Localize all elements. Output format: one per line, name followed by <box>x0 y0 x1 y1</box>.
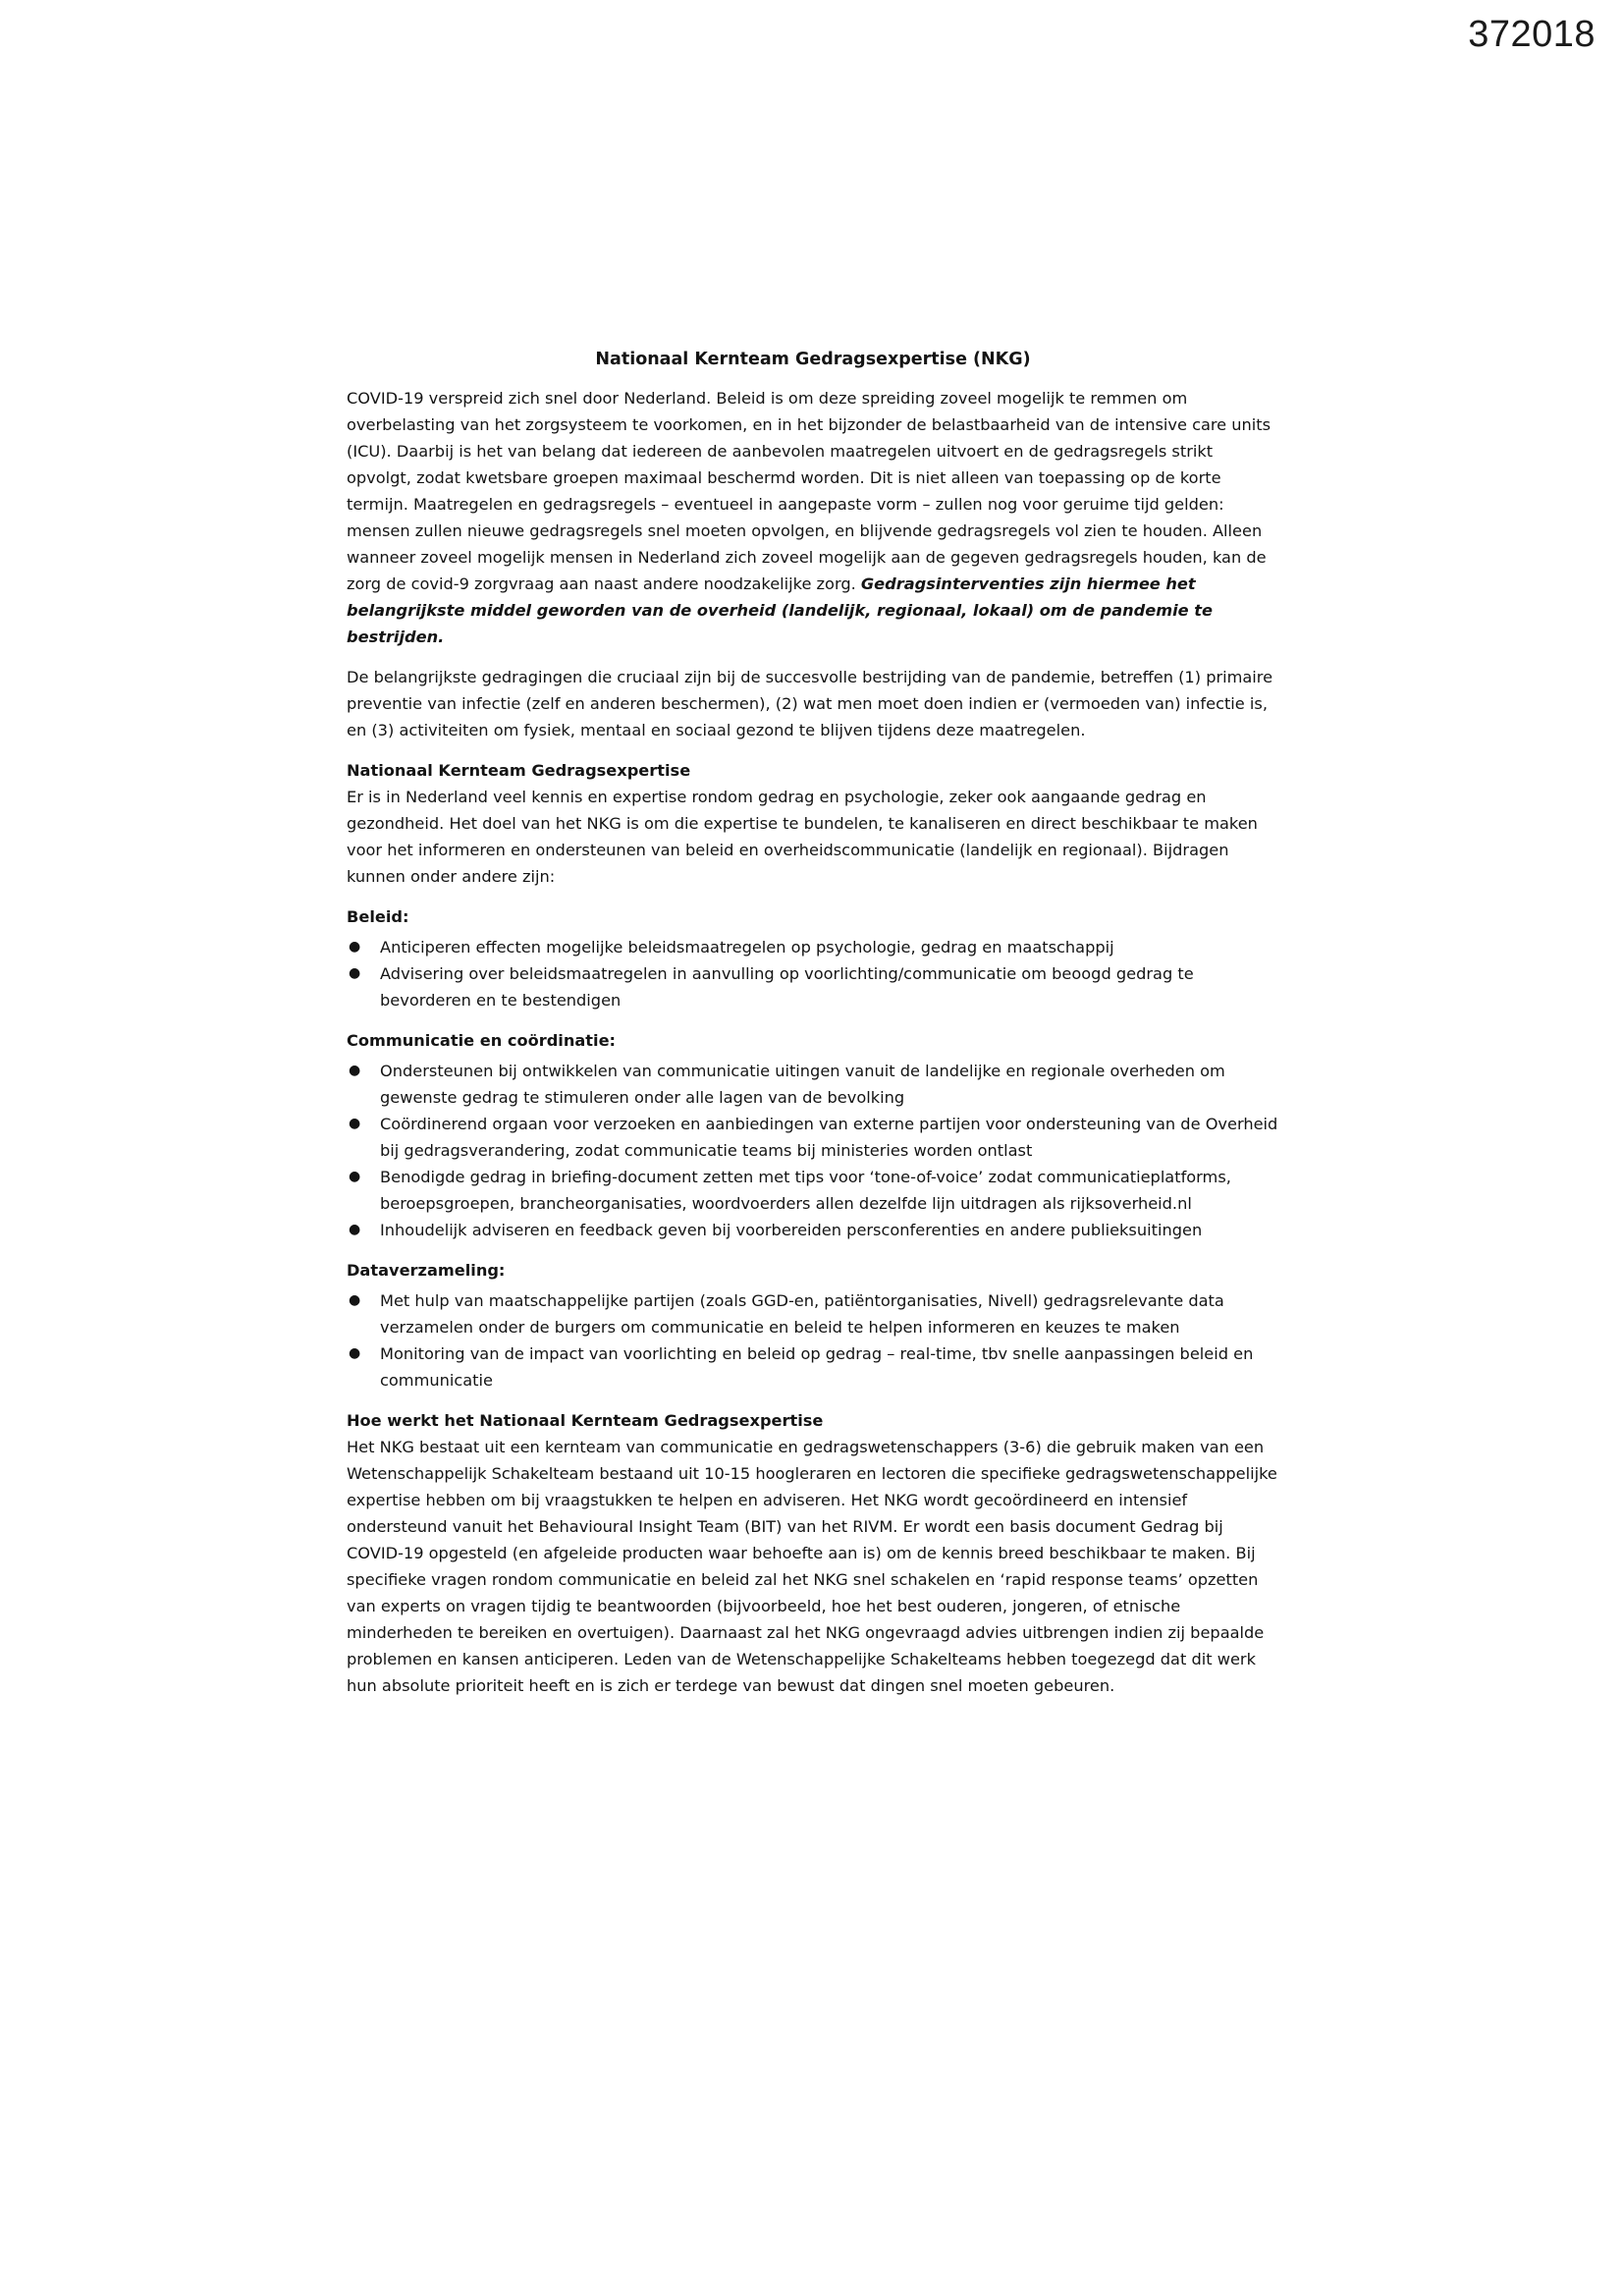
intro-emphasis: Gedragsinterventies zijn hiermee het belangrijkste middel geworden van de overheid (landelijk, regionaal, lokaal) om de pandemie te bestrijden. <box>347 574 1213 646</box>
behaviours-paragraph: De belangrijkste gedragingen die cruciaal zijn bij de succesvolle bestrijding van de pandemie, betreffen (1) primaire preventie van infectie (zelf en anderen beschermen), (2) wat men moet doen indien er (vermoeden van) infectie is, en (3) activiteiten om fysiek, mentaal en sociaal gezond te blijven tijdens deze maatregelen. <box>347 668 1273 739</box>
beleid-list <box>347 934 1279 1013</box>
page-number: 372018 <box>1468 14 1596 55</box>
beleid-heading: Beleid: <box>347 907 409 926</box>
document-body <box>347 346 1279 1713</box>
bullet-icon: ● <box>349 1292 361 1308</box>
list-item-text: Anticiperen effecten mogelijke beleidsmaatregelen op psychologie, gedrag en maatschappij <box>380 938 1114 957</box>
list-item-text: Monitoring van de impact van voorlichting en beleid op gedrag – real-time, tbv snelle aanpassingen beleid en communicatie <box>380 1344 1254 1390</box>
communicatie-list <box>347 1058 1279 1243</box>
list-item-text: Met hulp van maatschappelijke partijen (zoals GGD-en, patiëntorganisaties, Nivell) gedragsrelevante data verzamelen onder de burgers om communicatie en beleid te helpen informeren en keuzes te maken <box>380 1291 1224 1337</box>
nkg-section-paragraph: Er is in Nederland veel kennis en expertise rondom gedrag en psychologie, zeker ook aangaande gedrag en gezondheid. Het doel van het NKG is om die expertise te bundelen, te kanaliseren en direct beschikbaar te maken voor het informeren en ondersteunen van beleid en overheidscommunicatie (landelijk en regionaal). Bijdragen kunnen onder andere zijn: <box>347 788 1258 886</box>
dataverzameling-list <box>347 1287 1279 1394</box>
list-item-text: Coördinerend orgaan voor verzoeken en aanbiedingen van externe partijen voor ondersteuning van de Overheid bij gedragsverandering, zodat communicatie teams bij ministeries worden ontlast <box>380 1115 1278 1160</box>
list-item <box>347 1058 1279 1111</box>
dataverzameling-heading: Dataverzameling: <box>347 1261 506 1280</box>
list-item-text: Ondersteunen bij ontwikkelen van communicatie uitingen vanuit de landelijke en regionale overheden om gewenste gedrag te stimuleren onder alle lagen van de bevolking <box>380 1062 1225 1107</box>
bullet-icon: ● <box>349 1169 361 1184</box>
list-item <box>347 1164 1279 1217</box>
bullet-icon: ● <box>349 1116 361 1131</box>
werkwijze-heading: Hoe werkt het Nationaal Kernteam Gedragsexpertise <box>347 1411 824 1430</box>
list-item <box>347 960 1279 1013</box>
intro-paragraph <box>347 385 1279 650</box>
list-item-text: Advisering over beleidsmaatregelen in aanvulling op voorlichting/communicatie om beoogd gedrag te bevorderen en te bestendigen <box>380 964 1194 1010</box>
list-item-text: Benodigde gedrag in briefing-document zetten met tips voor ‘tone-of-voice’ zodat communicatieplatforms, beroepsgroepen, brancheorganisaties, woordvoerders allen dezelfde lijn uitdragen als rijksoverheid.nl <box>380 1168 1231 1213</box>
bullet-icon: ● <box>349 1222 361 1237</box>
communicatie-heading: Communicatie en coördinatie: <box>347 1031 617 1050</box>
bullet-icon: ● <box>349 939 361 955</box>
list-item <box>347 1217 1279 1243</box>
intro-text: COVID-19 verspreid zich snel door Nederland. Beleid is om deze spreiding zoveel mogelijk te remmen om overbelasting van het zorgsysteem te voorkomen, en in het bijzonder de belastbaarheid van de intensive care units (ICU). Daarbij is het van belang dat iedereen de aanbevolen maatregelen uitvoert en de gedragsregels strikt opvolgt, zodat kwetsbare groepen maximaal beschermd worden. Dit is niet alleen van toepassing op de korte termijn. Maatregelen en gedragsregels – eventueel in aangepaste vorm – zullen nog voor geruime tijd gelden: mensen zullen nieuwe gedragsregels snel moeten opvolgen, en blijvende gedragsregels vol zien te houden. Alleen wanneer zoveel mogelijk mensen in Nederland zich zoveel mogelijk aan de gegeven gedragsregels houden, kan de zorg de covid-9 zorgvraag aan naast andere noodzakelijke zorg. <box>347 389 1271 593</box>
werkwijze-paragraph: Het NKG bestaat uit een kernteam van communicatie en gedragswetenschappers (3-6) die gebruik maken van een Wetenschappelijk Schakelteam bestaand uit 10-15 hoogleraren en lectoren die specifieke gedragswetenschappelijke expertise hebben om bij vraagstukken te helpen en adviseren. Het NKG wordt gecoördineerd en intensief ondersteund vanuit het Behavioural Insight Team (BIT) van het RIVM. Er wordt een basis document Gedrag bij COVID-19 opgesteld (en afgeleide producten waar behoefte aan is) om de kennis breed beschikbaar te maken. Bij specifieke vragen rondom communicatie en beleid zal het NKG snel schakelen en ‘rapid response teams’ opzetten van experts on vragen tijdig te beantwoorden (bijvoorbeeld, hoe het best ouderen, jongeren, of etnische minderheden te bereiken en overtuigen). Daarnaast zal het NKG ongevraagd advies uitbrengen indien zij bepaalde problemen en kansen anticiperen. Leden van de Wetenschappelijke Schakelteams hebben toegezegd dat dit werk hun absolute prioriteit heeft en is zich er terdege van bewust dat dingen snel moeten gebeuren. <box>347 1438 1277 1695</box>
list-item-text: Inhoudelijk adviseren en feedback geven bij voorbereiden persconferenties en andere publieksuitingen <box>380 1221 1203 1239</box>
document-title: Nationaal Kernteam Gedragsexpertise (NKG) <box>595 350 1031 369</box>
nkg-section-heading: Nationaal Kernteam Gedragsexpertise <box>347 761 691 780</box>
bullet-icon: ● <box>349 965 361 981</box>
list-item <box>347 934 1279 960</box>
bullet-icon: ● <box>349 1063 361 1078</box>
list-item <box>347 1340 1279 1394</box>
list-item <box>347 1287 1279 1340</box>
list-item <box>347 1111 1279 1164</box>
bullet-icon: ● <box>349 1345 361 1361</box>
